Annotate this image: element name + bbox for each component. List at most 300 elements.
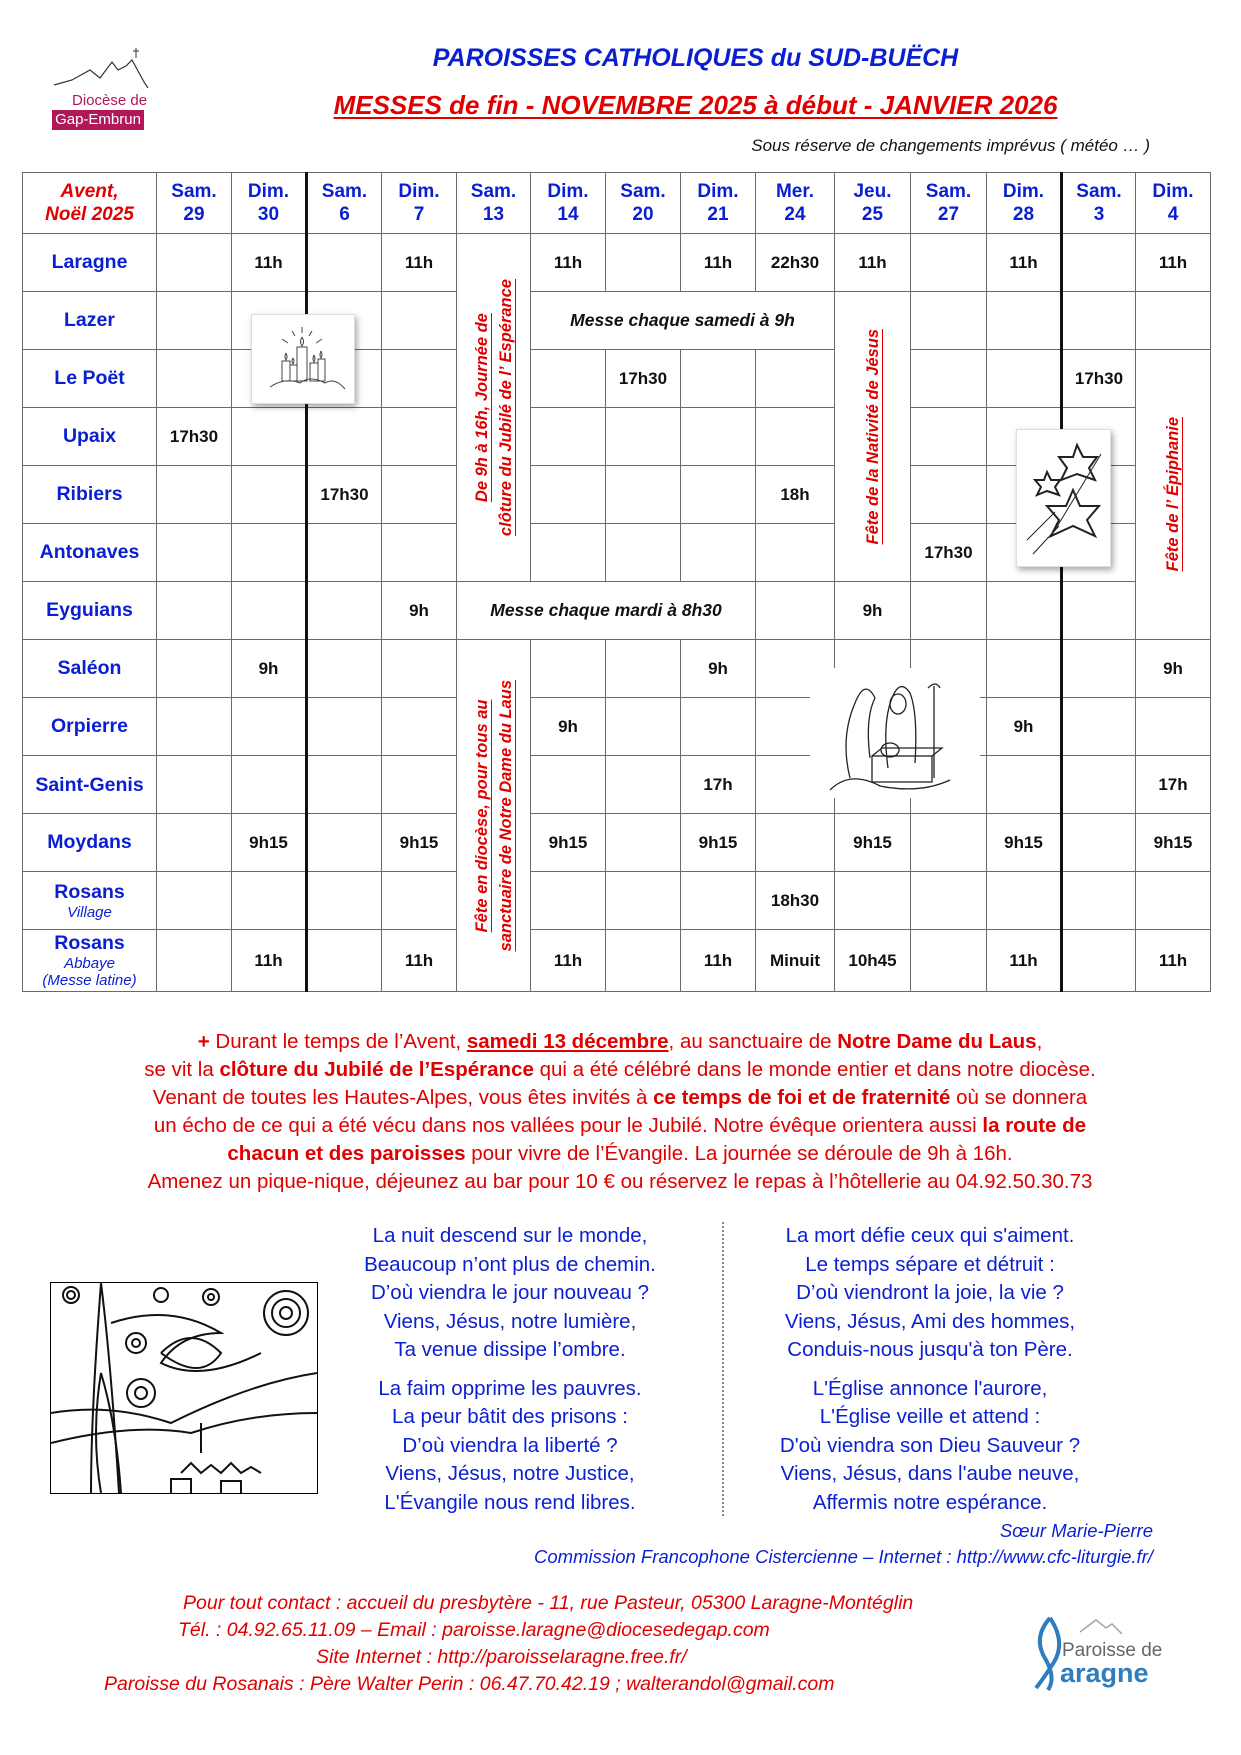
poem-line: D'où viendra son Dieu Sauveur ? xyxy=(779,1433,1081,1457)
table-row xyxy=(23,872,1211,930)
parish-name xyxy=(23,234,157,292)
mass-time-cell xyxy=(307,756,382,814)
column-day: Jeu. xyxy=(853,181,892,202)
page-title: PAROISSES CATHOLIQUES du SUD-BUËCH xyxy=(432,44,959,72)
mass-time: 9h15 xyxy=(548,832,588,852)
parish-name xyxy=(23,350,157,408)
mass-time: 11h xyxy=(1158,252,1188,272)
poem-stanza xyxy=(730,1222,1130,1365)
mass-time: 11h xyxy=(404,252,434,272)
mass-time-cell xyxy=(232,408,307,466)
mass-time-cell xyxy=(1062,872,1136,930)
mass-time-cell xyxy=(232,234,307,292)
mass-time: 9h xyxy=(1163,658,1183,678)
mass-time-cell xyxy=(232,582,307,640)
mass-time-cell xyxy=(382,930,457,992)
mass-time-cell xyxy=(681,756,756,814)
parish-label: Moydans xyxy=(47,831,132,853)
mass-time-cell xyxy=(1136,872,1211,930)
mass-time-cell xyxy=(1062,234,1136,292)
mass-time-cell xyxy=(911,524,987,582)
mass-time-cell xyxy=(1062,292,1136,350)
mass-time-cell xyxy=(1062,698,1136,756)
table-row xyxy=(23,292,1211,350)
mass-time-cell xyxy=(382,640,457,698)
mass-time: 9h15 xyxy=(1004,832,1043,852)
mass-time: 17h30 xyxy=(169,426,219,446)
mass-time-cell xyxy=(157,814,232,872)
note-cell xyxy=(531,292,835,350)
poem-line: D’où viendront la joie, la vie ? xyxy=(796,1281,1064,1304)
parish-name xyxy=(23,756,157,814)
mass-time-cell xyxy=(157,640,232,698)
mass-time-cell xyxy=(232,930,307,992)
column-header xyxy=(307,173,382,234)
column-date: 27 xyxy=(937,204,960,225)
mass-time-cell xyxy=(681,640,756,698)
poem-line: La mort défie ceux qui s'aiment. xyxy=(785,1224,1075,1247)
mass-time-cell xyxy=(157,582,232,640)
mass-time-cell xyxy=(681,234,756,292)
mass-time-cell xyxy=(756,466,835,524)
mass-time-cell xyxy=(531,640,606,698)
mass-time-cell xyxy=(232,698,307,756)
mass-time-cell xyxy=(1062,756,1136,814)
mass-time-cell xyxy=(1136,234,1211,292)
mass-time: 11h xyxy=(703,252,733,272)
mass-time-cell xyxy=(382,814,457,872)
mass-time-cell xyxy=(756,524,835,582)
mass-time-cell xyxy=(835,582,911,640)
mass-time: 11h xyxy=(553,252,583,272)
column-header xyxy=(457,173,531,234)
mass-time-cell xyxy=(756,350,835,408)
announcement-text: , au sanctuaire de xyxy=(668,1030,838,1053)
poem-stanza xyxy=(320,1375,700,1518)
mass-time-cell xyxy=(756,234,835,292)
announcement-date: samedi 13 décembre xyxy=(466,1030,669,1053)
mass-time-cell xyxy=(157,756,232,814)
mass-time-cell xyxy=(911,234,987,292)
nativite-note xyxy=(835,292,910,581)
column-day: Dim. xyxy=(247,181,290,202)
mass-time-cell xyxy=(531,466,606,524)
mass-time-cell xyxy=(1136,814,1211,872)
contact-address: Pour tout contact : accueil du presbytère - 11, rue Pasteur, 05300 Laragne-Montéglin xyxy=(183,1592,914,1614)
note-cell xyxy=(1136,350,1211,640)
mass-time: 9h15 xyxy=(698,832,738,852)
column-day: Sam. xyxy=(925,181,972,202)
announcement-text: Venant de toutes les Hautes-Alpes, vous êtes invités à xyxy=(152,1086,654,1109)
mass-time-cell xyxy=(1062,640,1136,698)
announcement-line-4 xyxy=(20,1112,1220,1140)
mass-time-cell xyxy=(157,350,232,408)
mass-time-cell xyxy=(307,640,382,698)
column-day: Dim. xyxy=(1002,181,1045,202)
announcement-text: qui a été célébré dans le monde entier et dans notre diocèse. xyxy=(533,1058,1096,1081)
poem-line: Ta venue dissipe l’ombre. xyxy=(394,1338,626,1361)
contact-website[interactable]: Site Internet : http://paroisselaragne.free.fr/ xyxy=(316,1646,687,1668)
column-date: 21 xyxy=(707,204,729,225)
mass-time: 9h15 xyxy=(853,832,892,852)
mass-time-cell xyxy=(307,524,382,582)
column-date: 20 xyxy=(632,204,654,225)
mass-time: 22h30 xyxy=(770,252,820,272)
column-date: 4 xyxy=(1167,204,1179,225)
mass-time-cell xyxy=(531,698,606,756)
column-day: Dim. xyxy=(697,181,739,202)
parish-label: Lazer xyxy=(64,309,115,331)
mass-time-cell xyxy=(756,930,835,992)
mass-time-cell xyxy=(987,582,1062,640)
mass-time-cell xyxy=(606,466,681,524)
nativite-text: Fête de la Nativité de Jésus xyxy=(863,328,882,545)
parish-label: Orpierre xyxy=(51,715,128,737)
column-day: Dim. xyxy=(547,181,589,202)
diocese-logo-text-1: Diocèse de xyxy=(72,92,148,109)
mass-time: 11h xyxy=(254,950,283,970)
mass-time: 9h15 xyxy=(399,832,439,852)
mass-time-cell xyxy=(1136,698,1211,756)
jubile-note xyxy=(457,234,530,581)
jubile-note-line2: clôture du Jubilé de l’ Espérance xyxy=(496,278,515,537)
column-date: 13 xyxy=(482,204,505,225)
table-row xyxy=(23,930,1211,992)
mass-time-cell xyxy=(307,814,382,872)
mass-time-cell xyxy=(307,582,382,640)
poem-source-link[interactable]: Commission Francophone Cistercienne – Internet : http://www.cfc-liturgie.fr/ xyxy=(534,1546,1153,1567)
mass-time-cell xyxy=(606,756,681,814)
parish-label: Rosans xyxy=(54,880,125,903)
mass-time-cell xyxy=(157,234,232,292)
mass-time-cell xyxy=(681,698,756,756)
column-date: 6 xyxy=(339,204,350,225)
column-header xyxy=(911,173,987,234)
mass-time-cell xyxy=(531,814,606,872)
mass-time-cell xyxy=(232,756,307,814)
mass-time-cell xyxy=(987,930,1062,992)
mass-time-cell xyxy=(756,582,835,640)
contact-phone-email[interactable]: Tél. : 04.92.65.11.09 – Email : paroisse.laragne@diocesedegap.com xyxy=(178,1619,770,1641)
laus-note xyxy=(457,640,530,991)
page-subtitle xyxy=(0,90,1241,121)
mass-time-cell xyxy=(382,292,457,350)
mass-time-cell xyxy=(382,408,457,466)
mass-time: 17h30 xyxy=(924,542,973,562)
mass-time-cell xyxy=(606,930,681,992)
column-day: Sam. xyxy=(321,181,368,202)
poem-line: Le temps sépare et détruit : xyxy=(805,1252,1055,1276)
mass-time-cell xyxy=(987,350,1062,408)
poem-line: L'Église annonce l'aurore, xyxy=(812,1376,1048,1400)
laragne-logo-text-1: Paroisse de xyxy=(1062,1640,1163,1661)
announcement-line-6: Amenez un pique-nique, déjeunez au bar pour 10 € ou réservez le repas à l’hôtellerie au 04.92.50.30.73 xyxy=(147,1170,1093,1193)
column-header xyxy=(606,173,681,234)
mass-time-cell xyxy=(1062,814,1136,872)
parish-name xyxy=(23,930,157,992)
parish-name xyxy=(23,466,157,524)
table-row xyxy=(23,814,1211,872)
paroisse-laragne-logo xyxy=(1030,1614,1180,1694)
column-date: 28 xyxy=(1012,204,1035,225)
announcement-emphasis: ce temps de foi et de fraternité xyxy=(653,1086,951,1109)
mass-time: 11h xyxy=(553,950,583,970)
column-header xyxy=(987,173,1062,234)
announcement-text: se vit la xyxy=(144,1058,220,1081)
column-date: 3 xyxy=(1093,204,1105,225)
table-row xyxy=(23,698,1211,756)
parish-label: Laragne xyxy=(51,251,128,273)
mass-time-cell xyxy=(911,930,987,992)
announcement-line-1 xyxy=(20,1028,1220,1056)
parish-name xyxy=(23,408,157,466)
mass-time-cell xyxy=(606,640,681,698)
plus-icon: + xyxy=(197,1030,210,1053)
mass-time: 11h xyxy=(404,950,434,970)
mass-time: 9h15 xyxy=(1153,832,1193,852)
column-header xyxy=(232,173,307,234)
mass-time-cell xyxy=(232,814,307,872)
mass-time-cell xyxy=(232,640,307,698)
mass-time-cell xyxy=(232,524,307,582)
mass-time-cell xyxy=(606,234,681,292)
column-date: 7 xyxy=(413,204,425,225)
diocese-logo-text-2: Gap-Embrun xyxy=(52,110,144,130)
mass-time: 9h xyxy=(1013,716,1034,736)
column-header xyxy=(382,173,457,234)
mass-time-cell xyxy=(911,292,987,350)
mass-time-cell xyxy=(382,872,457,930)
mass-time-cell xyxy=(911,814,987,872)
column-day: Dim. xyxy=(1152,181,1194,202)
advent-candles-image xyxy=(251,314,355,404)
mass-time-cell xyxy=(681,466,756,524)
parish-label: Rosans xyxy=(54,932,125,954)
mass-time-cell xyxy=(1136,292,1211,350)
poem-line: Viens, Jésus, Ami des hommes, xyxy=(784,1309,1076,1333)
mass-time-cell xyxy=(681,814,756,872)
contact-rosanais[interactable]: Paroisse du Rosanais : Père Walter Perin : 06.47.70.42.19 ; walterandol@gmail.com xyxy=(104,1673,835,1695)
announcement-line-2 xyxy=(20,1056,1220,1084)
stars-icon xyxy=(1017,430,1110,566)
mass-schedule-table xyxy=(22,172,1211,992)
table-header-row xyxy=(23,173,1211,234)
mass-time-cell xyxy=(911,350,987,408)
announcement-text: , xyxy=(1036,1030,1043,1053)
mass-time-cell xyxy=(911,872,987,930)
nativity-image xyxy=(810,668,980,798)
poem-right-column xyxy=(730,1222,1130,1527)
laus-note-line2: sanctuaire de Notre Dame du Laus xyxy=(496,679,515,952)
mass-time: 9h xyxy=(258,658,279,678)
mass-time-cell xyxy=(157,466,232,524)
eyguians-tuesday-note: Messe chaque mardi à 8h30 xyxy=(490,600,722,620)
mass-time-cell xyxy=(987,640,1062,698)
poem-left-column xyxy=(320,1222,700,1527)
parish-name xyxy=(23,524,157,582)
parish-name xyxy=(23,814,157,872)
column-date: 29 xyxy=(183,204,205,225)
corner-label xyxy=(23,173,157,234)
mass-time-cell xyxy=(681,350,756,408)
announcement-line-5 xyxy=(20,1140,1220,1168)
mass-time-cell xyxy=(987,292,1062,350)
parish-name xyxy=(23,582,157,640)
poem-line: Affermis notre espérance. xyxy=(812,1490,1048,1514)
mass-time: 17h30 xyxy=(618,368,668,388)
column-header xyxy=(1062,173,1136,234)
mass-time: 17h xyxy=(1158,774,1188,794)
disclaimer: Sous réserve de changements imprévus ( météo … ) xyxy=(751,136,1150,155)
column-header xyxy=(835,173,911,234)
mass-time-cell xyxy=(835,872,911,930)
column-header xyxy=(681,173,756,234)
starry-night-drawing xyxy=(50,1282,318,1494)
announcement-emphasis: clôture du Jubilé de l’Espérance xyxy=(219,1058,534,1081)
mass-time: 9h xyxy=(708,658,728,678)
poem-line: Beaucoup n’ont plus de chemin. xyxy=(364,1252,656,1276)
column-day: Sam. xyxy=(1076,181,1122,202)
mass-time-cell xyxy=(911,582,987,640)
parish-label: Le Poët xyxy=(54,367,125,389)
announcement-text: un écho de ce qui a été vécu dans nos vallées pour le Jubilé. Notre évêque orientera aussi xyxy=(153,1114,983,1137)
mass-time-cell xyxy=(606,524,681,582)
mass-time-cell xyxy=(1136,756,1211,814)
poem-line: Viens, Jésus, dans l'aube neuve, xyxy=(780,1462,1080,1485)
mass-time-cell xyxy=(606,698,681,756)
table-row xyxy=(23,582,1211,640)
parish-name xyxy=(23,640,157,698)
parish-label: Antonaves xyxy=(39,541,140,563)
column-header xyxy=(531,173,606,234)
mass-time-cell xyxy=(531,408,606,466)
mass-time-cell xyxy=(382,350,457,408)
poem-line: L'Évangile nous rend libres. xyxy=(384,1490,636,1514)
announcement-text: pour vivre de l’Évangile. La journée se déroule de 9h à 16h. xyxy=(465,1142,1013,1165)
poem-line: Viens, Jésus, notre lumière, xyxy=(383,1309,637,1333)
mass-time-cell xyxy=(1062,582,1136,640)
mass-time-cell xyxy=(307,930,382,992)
mass-time-cell xyxy=(307,234,382,292)
mass-time-cell xyxy=(307,408,382,466)
mass-time-cell xyxy=(307,466,382,524)
poem-line: L'Église veille et attend : xyxy=(819,1405,1041,1428)
mass-time-cell xyxy=(835,930,911,992)
mass-time-cell xyxy=(987,756,1062,814)
mass-time-cell xyxy=(232,466,307,524)
poem-line: Conduis-nous jusqu'à ton Père. xyxy=(787,1338,1073,1361)
column-header xyxy=(1136,173,1211,234)
mass-time: 11h xyxy=(254,252,283,272)
note-cell xyxy=(457,582,756,640)
mass-time-cell xyxy=(157,292,232,350)
poem-line: D’où viendra la liberté ? xyxy=(402,1433,618,1457)
nativity-icon xyxy=(810,668,980,798)
poem-stanza xyxy=(730,1375,1130,1518)
column-day: Dim. xyxy=(398,181,440,202)
parish-sublabel: Abbaye xyxy=(64,955,115,972)
mass-time: 18h xyxy=(780,484,810,504)
mass-time-cell xyxy=(1136,930,1211,992)
subtitle-text: MESSES de fin - NOVEMBRE 2025 à début - JANVIER 2026 xyxy=(333,90,1058,120)
column-header xyxy=(157,173,232,234)
mass-time-cell xyxy=(835,814,911,872)
laus-note-line1: Fête en diocèse, pour tous au xyxy=(472,699,491,932)
announcement-emphasis: la route de xyxy=(982,1114,1087,1137)
mass-time: 17h xyxy=(703,774,733,794)
parish-name xyxy=(23,292,157,350)
mass-time-cell xyxy=(911,408,987,466)
mass-time-cell xyxy=(382,466,457,524)
mass-time-cell xyxy=(382,582,457,640)
mass-time-cell xyxy=(987,698,1062,756)
epiphanie-note xyxy=(1136,350,1210,639)
poem-line: Viens, Jésus, notre Justice, xyxy=(385,1462,635,1485)
column-date: 24 xyxy=(784,204,806,225)
mass-time-cell xyxy=(835,234,911,292)
column-date: 14 xyxy=(557,204,579,225)
table-row xyxy=(23,350,1211,408)
mass-time-cell xyxy=(157,524,232,582)
announcement-place: Notre Dame du Laus xyxy=(837,1030,1037,1053)
mass-time: 9h xyxy=(862,600,883,620)
note-cell xyxy=(457,234,531,582)
mass-time: Minuit xyxy=(769,950,821,970)
column-date: 25 xyxy=(861,204,884,225)
parish-label: Saint-Genis xyxy=(35,773,144,796)
mass-time: 11h xyxy=(1009,950,1038,970)
parish-sublabel: Village xyxy=(67,903,112,921)
mass-time-cell xyxy=(307,698,382,756)
column-header xyxy=(756,173,835,234)
poem-author: Sœur Marie-Pierre xyxy=(999,1520,1153,1541)
mass-time-cell xyxy=(531,350,606,408)
poem-line: La nuit descend sur le monde, xyxy=(372,1224,648,1247)
mass-time: 11h xyxy=(1009,252,1038,272)
lazer-saturday-note: Messe chaque samedi à 9h xyxy=(570,310,795,330)
poem-stanza xyxy=(320,1222,700,1365)
mass-time-cell xyxy=(531,930,606,992)
announcement-emphasis: chacun et des paroisses xyxy=(227,1142,466,1165)
corner-label-line1: Avent, xyxy=(60,181,119,202)
mass-time-cell xyxy=(987,814,1062,872)
mass-time: 11h xyxy=(703,950,733,970)
column-day: Sam. xyxy=(620,181,666,202)
starry-night-icon xyxy=(51,1283,317,1493)
mass-time-cell xyxy=(987,234,1062,292)
mass-time-cell xyxy=(157,408,232,466)
mass-time-cell xyxy=(606,814,681,872)
poem-line: D’où viendra le jour nouveau ? xyxy=(370,1281,650,1304)
poem-divider xyxy=(722,1222,724,1516)
column-day: Sam. xyxy=(171,181,217,202)
parish-label: Ribiers xyxy=(56,483,123,505)
jubilee-announcement xyxy=(20,1028,1220,1196)
mass-time-cell xyxy=(1062,350,1136,408)
mass-time-cell xyxy=(987,872,1062,930)
mass-time-cell xyxy=(681,872,756,930)
mass-time-cell xyxy=(606,350,681,408)
mass-time-cell xyxy=(1136,640,1211,698)
mass-time-cell xyxy=(531,756,606,814)
parish-label: Saléon xyxy=(57,657,122,679)
mass-time-cell xyxy=(382,756,457,814)
mass-time: 10h45 xyxy=(848,950,897,970)
mass-time-cell xyxy=(232,872,307,930)
mass-time-cell xyxy=(911,466,987,524)
mass-time: 9h xyxy=(409,600,429,620)
mass-time: 11h xyxy=(1158,950,1188,970)
